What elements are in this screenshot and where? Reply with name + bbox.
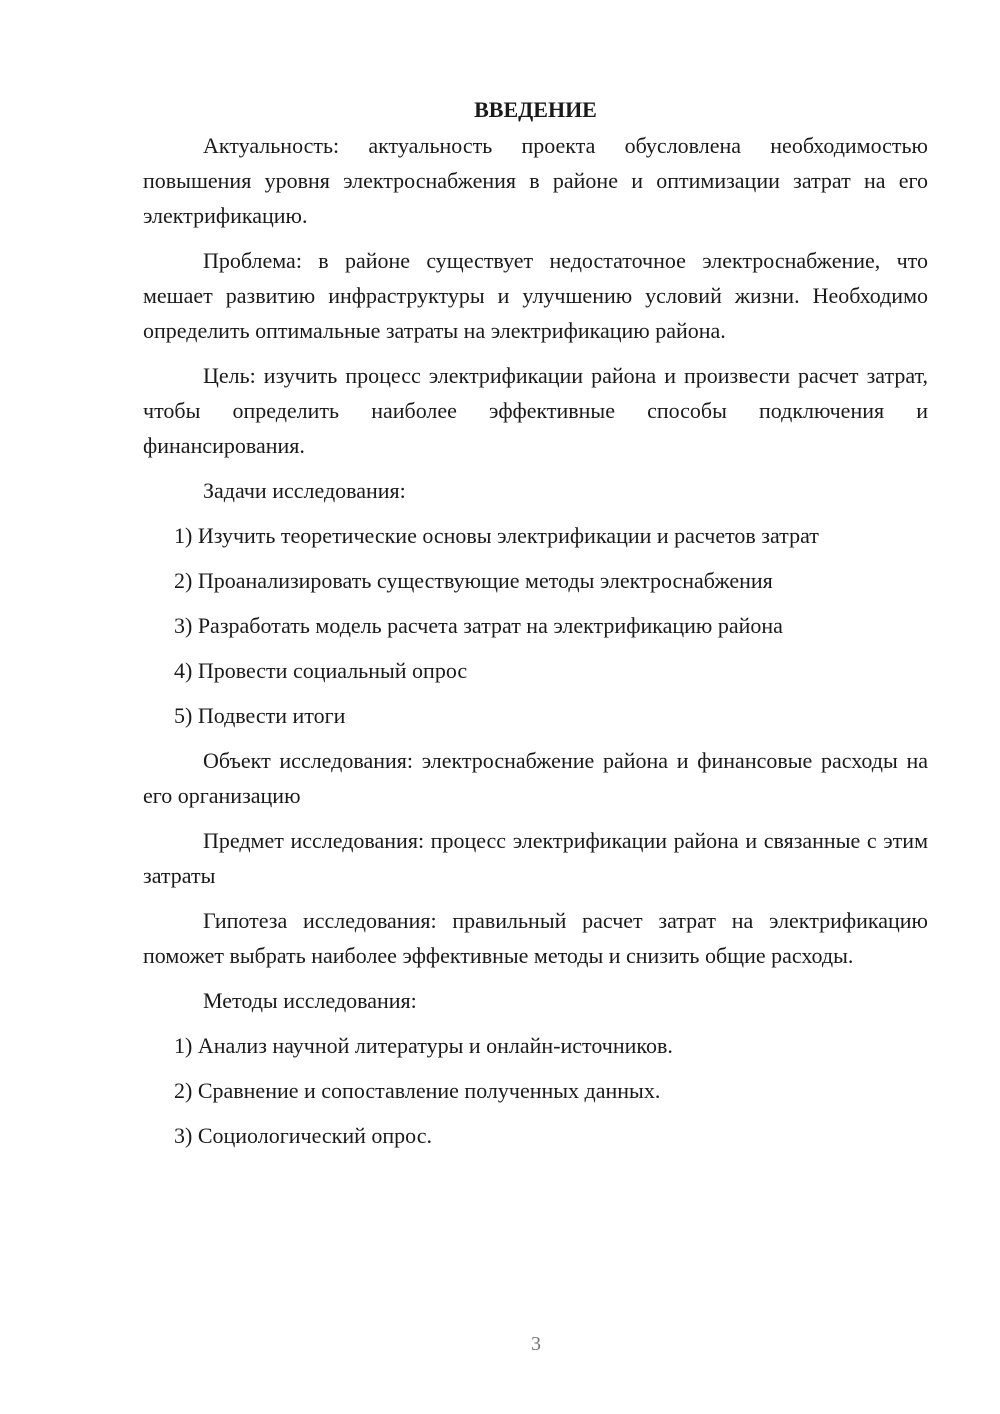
- hypothesis-paragraph: Гипотеза исследования: правильный расчет затрат на электрификацию поможет выбрать наиболее эффективные методы и снизить общие расходы.: [143, 908, 928, 968]
- task-item: 1) Изучить теоретические основы электрификации и расчетов затрат: [174, 523, 819, 548]
- task-item: 2) Проанализировать существующие методы электроснабжения: [174, 568, 773, 593]
- methods-heading: Методы исследования:: [203, 988, 417, 1013]
- object-paragraph: Объект исследования: электроснабжение района и финансовые расходы на его организацию: [143, 748, 928, 808]
- method-item: 3) Социологический опрос.: [174, 1123, 432, 1148]
- tasks-heading: Задачи исследования:: [203, 478, 406, 503]
- relevance-paragraph: Актуальность: актуальность проекта обусловлена необходимостью повышения уровня электроснабжения в районе и оптимизации затрат на его электрификацию.: [143, 133, 928, 228]
- document-page: [143, 92, 928, 1163]
- task-item: 4) Провести социальный опрос: [174, 658, 468, 683]
- page-number: 3: [531, 1333, 541, 1355]
- tasks-list: [143, 518, 928, 733]
- method-item: 2) Сравнение и сопоставление полученных данных.: [174, 1078, 661, 1103]
- method-item: 1) Анализ научной литературы и онлайн-источников.: [174, 1033, 673, 1058]
- problem-paragraph: Проблема: в районе существует недостаточное электроснабжение, что мешает развитию инфраструктуры и улучшению условий жизни. Необходимо определить оптимальные затраты на электрификацию района.: [143, 248, 928, 343]
- subject-paragraph: Предмет исследования: процесс электрификации района и связанные с этим затраты: [143, 828, 928, 888]
- goal-paragraph: Цель: изучить процесс электрификации района и произвести расчет затрат, чтобы определить наиболее эффективные способы подключения и финансирования.: [143, 363, 928, 458]
- document-title: ВВЕДЕНИЕ: [474, 97, 597, 122]
- task-item: 3) Разработать модель расчета затрат на электрификацию района: [174, 613, 783, 638]
- methods-list: [143, 1028, 928, 1153]
- task-item: 5) Подвести итоги: [174, 703, 346, 728]
